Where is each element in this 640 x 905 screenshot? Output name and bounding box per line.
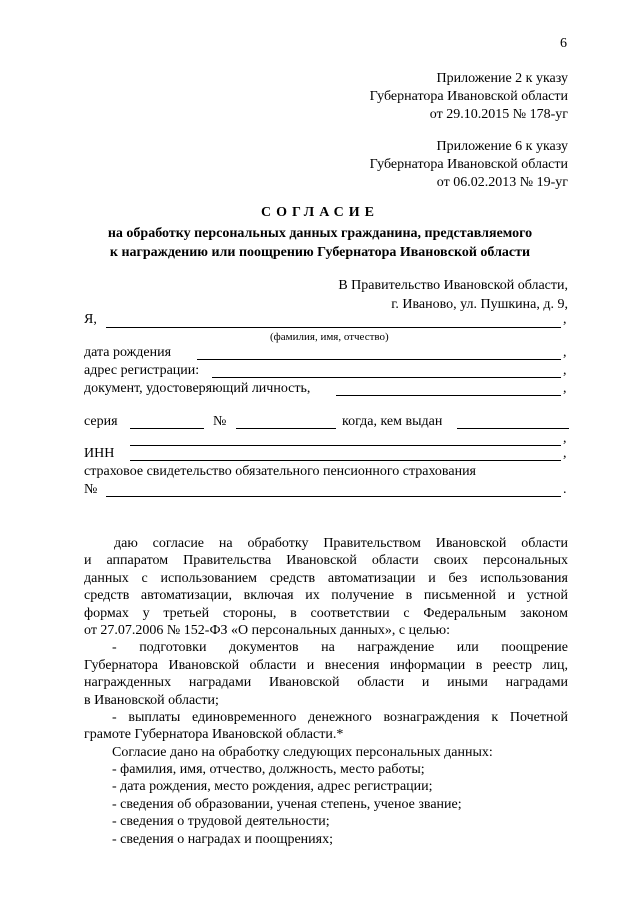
appendix-original-line1: Приложение 6 к указу <box>436 139 568 154</box>
consent-item1: - фамилия, имя, отчество, должность, место работы; <box>112 762 425 778</box>
addressee <box>338 276 568 314</box>
appendix-original <box>370 138 568 192</box>
birth-date-label: дата рождения <box>84 345 172 360</box>
fio-comma: , <box>563 312 567 327</box>
fio-hint: (фамилия, имя, отчество) <box>270 331 389 343</box>
number-label: № <box>213 414 227 429</box>
consent-p1-line5: формах у третьей стороны, в соответствии с Федеральным законом <box>84 605 568 621</box>
consent-p4: Согласие дано на обработку следующих персональных данных: <box>112 744 493 760</box>
appendix-original-line3: от 06.02.2013 № 19-уг <box>436 175 568 190</box>
reg-address-field[interactable] <box>212 377 561 378</box>
consent-item5: - сведения о наградах и поощрениях; <box>112 831 333 847</box>
appendix-original-line2: Губернатора Ивановской области <box>369 157 568 172</box>
inn-comma: , <box>563 446 567 461</box>
consent-text <box>84 535 568 848</box>
subtitle-line2: к награждению или поощрению Губернатора Ивановской области <box>109 245 531 260</box>
consent-p1-line1: даю согласие на обработку Правительством Ивановской области <box>114 536 568 551</box>
issued-label: когда, кем выдан <box>342 414 443 429</box>
addressee-line1: В Правительство Ивановской области, <box>338 278 568 293</box>
consent-p1-line3: данных с использованием средств автоматизации и без использования <box>84 570 568 586</box>
snils-period: . <box>563 482 567 497</box>
document-title: СОГЛАСИЕ <box>261 205 379 220</box>
appendix-current-line1: Приложение 2 к указу <box>436 71 568 86</box>
birth-date-comma: , <box>563 345 567 360</box>
i-label: Я, <box>84 312 97 327</box>
consent-p1-line6: от 27.07.2006 № 152-ФЗ «О персональных данных», с целью: <box>84 622 451 638</box>
addressee-line2: г. Иваново, ул. Пушкина, д. 9, <box>391 297 568 312</box>
appendix-current <box>370 70 568 124</box>
consent-item4: - сведения о трудовой деятельности; <box>112 814 330 830</box>
snils-number-label: № <box>84 482 98 497</box>
series-label: серия <box>84 414 118 429</box>
series-field[interactable] <box>130 428 204 429</box>
id-doc-field[interactable] <box>336 395 561 396</box>
consent-p3-line1: - выплаты единовременного денежного вознаграждения к Почетной <box>112 709 568 725</box>
issued-comma: , <box>563 431 567 446</box>
consent-p2-line2: Губернатора Ивановской области и внесения информации в реестр лиц, <box>84 657 568 673</box>
appendix-current-line3: от 29.10.2015 № 178-уг <box>429 107 568 122</box>
document-subtitle <box>0 224 640 262</box>
reg-address-label: адрес регистрации: <box>84 363 200 378</box>
fio-field[interactable] <box>106 327 561 328</box>
page-number: 6 <box>560 36 567 51</box>
subtitle-line1: на обработку персональных данных гражданина, представляемого <box>107 226 533 241</box>
inn-field[interactable] <box>130 460 561 461</box>
snils-number-field[interactable] <box>106 496 561 497</box>
id-doc-label: документ, удостоверяющий личность, <box>84 381 311 396</box>
consent-p2-line3: награжденных наградами Ивановской области и иными наградами <box>84 675 568 691</box>
consent-item3: - сведения об образовании, ученая степень, ученое звание; <box>112 796 462 812</box>
consent-p3-line2: грамоте Губернатора Ивановской области.* <box>84 727 344 743</box>
appendix-current-line2: Губернатора Ивановской области <box>369 89 568 104</box>
inn-label: ИНН <box>84 446 115 461</box>
consent-item2: - дата рождения, место рождения, адрес регистрации; <box>112 779 433 795</box>
consent-p2-line4: в Ивановской области; <box>84 692 219 708</box>
id-doc-comma: , <box>563 381 567 396</box>
issued-field[interactable] <box>457 428 569 429</box>
reg-address-comma: , <box>563 363 567 378</box>
consent-p2-line1: - подготовки документов на награждение или поощрение <box>112 640 568 656</box>
birth-date-field[interactable] <box>197 359 561 360</box>
number-field[interactable] <box>236 428 336 429</box>
consent-p1-line4: средств автоматизации, включая их получение в письменной и устной <box>84 588 568 604</box>
issued-field-continued[interactable] <box>130 445 561 446</box>
snils-label: страховое свидетельство обязательного пенсионного страхования <box>84 464 476 479</box>
consent-p1-line2: и аппаратом Правительства Ивановской области своих персональных <box>84 553 568 569</box>
